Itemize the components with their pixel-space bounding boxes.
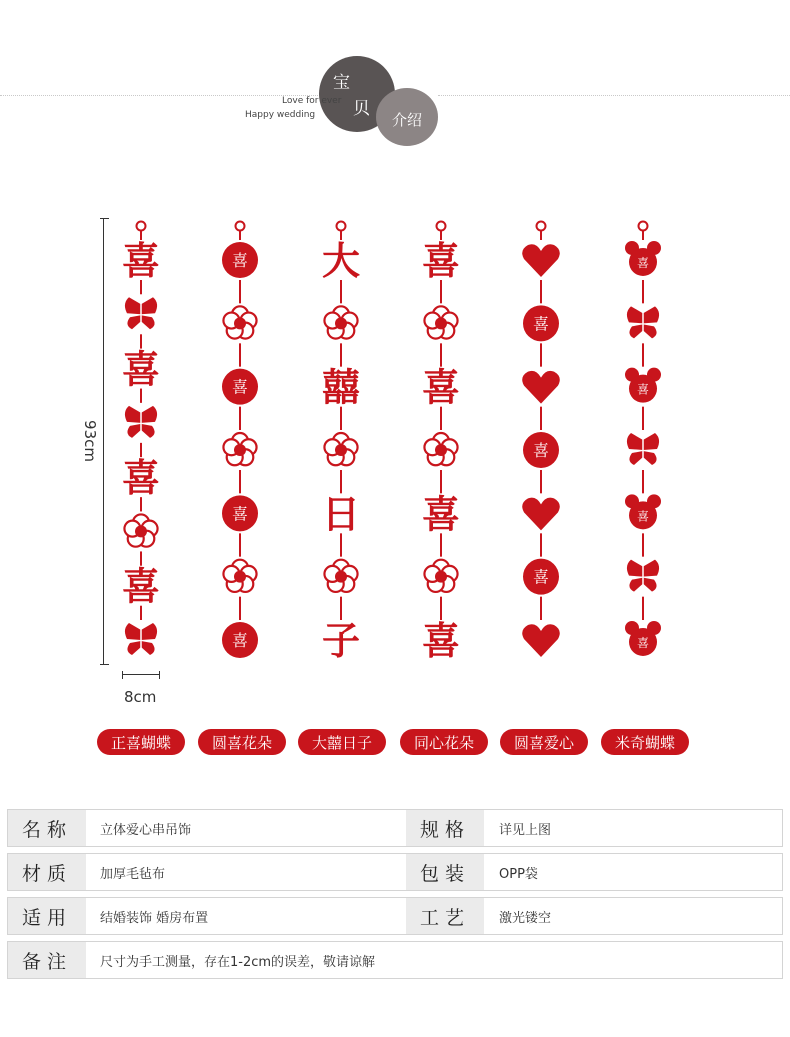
svg-text:喜: 喜	[231, 504, 249, 524]
heart-ornament	[521, 493, 561, 533]
mickey-ornament	[623, 493, 663, 533]
svg-text:喜: 喜	[636, 509, 650, 524]
char-ornament	[121, 456, 161, 500]
flower-ornament	[321, 303, 361, 343]
butterfly-ornament	[623, 557, 663, 597]
flower-ornament	[220, 303, 260, 343]
round-xi-ornament	[521, 557, 561, 597]
spec-row	[7, 941, 783, 979]
svg-text:喜: 喜	[532, 314, 550, 334]
strand-2	[215, 220, 265, 670]
strand-tag: 圆喜爱心	[500, 729, 588, 755]
header-circle-light	[376, 88, 438, 146]
heart-ornament	[521, 240, 561, 280]
strand-1	[116, 220, 166, 670]
char-ornament	[321, 366, 361, 410]
strand-5	[516, 220, 566, 670]
strand-tag: 米奇蝴蝶	[601, 729, 689, 755]
svg-text:喜: 喜	[121, 239, 161, 283]
header-intro: 介绍	[391, 110, 422, 129]
flower-ornament	[421, 557, 461, 597]
butterfly-ornament	[121, 620, 161, 660]
spec-value: 结婚装饰 婚房布置	[100, 910, 209, 926]
strand-tag: 同心花朵	[400, 729, 488, 755]
spec-value: 立体爱心串吊饰	[100, 822, 192, 838]
spec-value: 尺寸为手工测量，存在1-2cm的误差，敬请谅解	[100, 954, 376, 970]
svg-text:喜: 喜	[121, 564, 161, 609]
spec-key: 规格	[406, 810, 484, 846]
char-ornament	[321, 239, 361, 283]
svg-text:日: 日	[321, 492, 361, 537]
svg-text:喜: 喜	[532, 441, 550, 460]
round-xi-ornament	[220, 493, 260, 533]
spec-value: 激光镂空	[499, 910, 552, 926]
svg-text:喜: 喜	[636, 636, 650, 650]
char-ornament	[421, 492, 461, 536]
round-xi-ornament	[521, 430, 561, 470]
strand-4	[416, 220, 466, 670]
round-xi-ornament	[220, 240, 260, 280]
height-dimension-label: 93cm	[80, 420, 99, 462]
spec-value: 详见上图	[499, 822, 552, 838]
svg-text:喜: 喜	[421, 239, 461, 283]
char-ornament	[121, 348, 161, 392]
hang-ring	[639, 222, 648, 231]
svg-text:喜: 喜	[421, 492, 461, 537]
char-ornament	[421, 366, 461, 410]
spec-key: 名称	[8, 810, 86, 846]
svg-text:喜: 喜	[231, 377, 249, 397]
header-divider-right	[438, 95, 790, 96]
header-divider-left	[0, 95, 330, 96]
flower-ornament	[421, 430, 461, 470]
strand-tag: 圆喜花朵	[198, 729, 286, 755]
strand-tag: 正喜蝴蝶	[97, 729, 185, 755]
width-dimension-line	[122, 674, 160, 675]
svg-text:喜: 喜	[421, 365, 461, 410]
spec-key: 包装	[406, 854, 484, 890]
butterfly-ornament	[623, 430, 663, 470]
mickey-ornament	[623, 620, 663, 660]
svg-text:大: 大	[321, 239, 361, 283]
strand-tag: 大囍日子	[298, 729, 386, 755]
heart-ornament	[521, 367, 561, 407]
round-xi-ornament	[220, 367, 260, 407]
char-ornament	[321, 492, 361, 536]
butterfly-ornament	[121, 403, 161, 443]
strand-3	[316, 220, 366, 670]
width-dimension-label: 8cm	[124, 688, 157, 706]
char-ornament	[121, 239, 161, 283]
flower-ornament	[220, 557, 260, 597]
char-ornament	[421, 619, 461, 663]
svg-text:喜: 喜	[532, 567, 550, 587]
hang-ring	[236, 222, 245, 231]
char-ornament	[121, 565, 161, 609]
svg-text:喜: 喜	[231, 631, 249, 650]
spec-value: 加厚毛毡布	[100, 866, 166, 882]
spec-row	[7, 853, 783, 891]
header-tagline-1: Love for ever	[282, 96, 342, 106]
spec-key: 适用	[8, 898, 86, 934]
height-dimension-line	[103, 218, 104, 665]
round-xi-ornament	[220, 620, 260, 660]
hang-ring	[437, 222, 446, 231]
mickey-ornament	[623, 240, 663, 280]
header-tagline-2: Happy wedding	[245, 110, 316, 120]
spec-value: OPP袋	[499, 866, 538, 882]
spec-row	[7, 897, 783, 935]
char-ornament	[321, 619, 361, 663]
flower-ornament	[421, 303, 461, 343]
mickey-ornament	[623, 367, 663, 407]
char-ornament	[421, 239, 461, 283]
butterfly-ornament	[623, 303, 663, 343]
svg-text:喜: 喜	[121, 456, 161, 501]
svg-text:喜: 喜	[636, 382, 650, 397]
spec-key: 工艺	[406, 898, 484, 934]
svg-text:子: 子	[321, 619, 361, 663]
heart-ornament	[521, 620, 561, 660]
strand-6	[618, 220, 668, 670]
flower-ornament	[220, 430, 260, 470]
svg-text:喜: 喜	[121, 347, 161, 392]
header-char-1: 宝	[333, 73, 350, 93]
hang-ring	[137, 222, 146, 231]
svg-text:喜: 喜	[231, 251, 249, 270]
flower-ornament	[321, 557, 361, 597]
flower-ornament	[321, 430, 361, 470]
header-char-2: 贝	[353, 99, 370, 119]
svg-text:喜: 喜	[636, 256, 650, 270]
spec-key: 备注	[8, 942, 86, 978]
hang-ring	[537, 222, 546, 231]
flower-ornament	[121, 511, 161, 551]
spec-key: 材质	[8, 854, 86, 890]
svg-text:囍: 囍	[321, 365, 361, 410]
round-xi-ornament	[521, 303, 561, 343]
butterfly-ornament	[121, 294, 161, 334]
hang-ring	[337, 222, 346, 231]
spec-row	[7, 809, 783, 847]
svg-text:喜: 喜	[421, 619, 461, 663]
